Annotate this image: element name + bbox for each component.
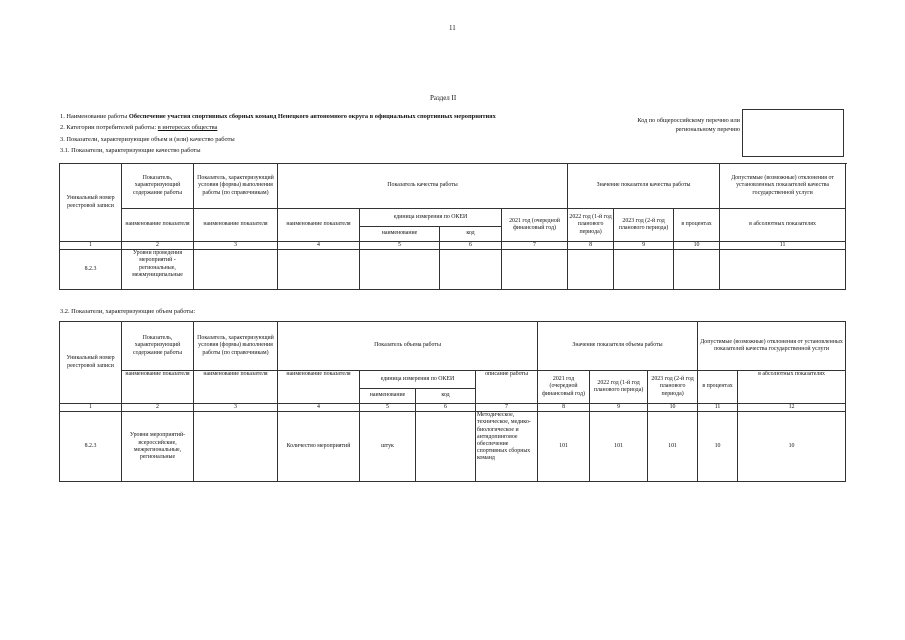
t1-h-unit: единица измерения по ОКЕИ: [360, 209, 502, 227]
t1-cell: [440, 250, 502, 290]
work-name-label: 1. Наименование работы: [60, 113, 128, 120]
t1-num: 7: [502, 242, 568, 250]
t1-cell: [194, 250, 278, 290]
t2-num: 10: [648, 404, 698, 412]
t2-row-content: Уровни мероприятий-всероссийские, межрегиональные, региональные: [122, 412, 194, 482]
t2-row-absolute: 10: [738, 412, 846, 482]
t1-cell: [720, 250, 846, 290]
t1-h-quality: Показатель качества работы: [278, 164, 568, 209]
t2-num: 7: [476, 404, 538, 412]
t2-h-2022: 2022 год (1-й год планового периода): [590, 371, 648, 404]
t1-num: 8: [568, 242, 614, 250]
t1-cell: [360, 250, 440, 290]
t1-row-code: 8.2.3: [60, 250, 122, 290]
t1-h-2022: 2022 год (1-й год планового периода): [568, 209, 614, 242]
t2-row-indicator: Количество мероприятий: [278, 412, 360, 482]
t2-h-naim3: наименование показателя: [278, 371, 360, 404]
t1-num: 3: [194, 242, 278, 250]
t1-cell: [278, 250, 360, 290]
t1-h-naim2: наименование показателя: [194, 209, 278, 242]
t2-h-unit-code: код: [416, 389, 476, 404]
t2-num: 6: [416, 404, 476, 412]
t2-row-unit: штук: [360, 412, 416, 482]
t2-row-2022: 101: [590, 412, 648, 482]
t1-num: 1: [60, 242, 122, 250]
t2-h-values: Значение показателя объема работы: [538, 322, 698, 371]
t1-row-content: Уровни проведения мероприятий - региональные, межмуниципальные: [122, 250, 194, 290]
t2-num: 3: [194, 404, 278, 412]
consumers-value: в интересах общества: [157, 124, 218, 131]
consumers-label: 2. Категории потребителей работы: [60, 124, 155, 131]
indicators-line: 3. Показатели, характеризующие объем и (или) качество работы: [60, 136, 235, 143]
t2-num: 4: [278, 404, 360, 412]
t2-num: 8: [538, 404, 590, 412]
t1-h-unit-code: код: [440, 227, 502, 242]
t2-num: 1: [60, 404, 122, 412]
t2-row-2023: 101: [648, 412, 698, 482]
t1-h-unit-name: наименование: [360, 227, 440, 242]
t2-h-unit-name: наименование: [360, 389, 416, 404]
volume-table: [59, 321, 846, 482]
t1-h-naim1: наименование показателя: [122, 209, 194, 242]
t1-h-unique: Уникальный номер реестровой записи: [60, 164, 122, 242]
t1-cell: [502, 250, 568, 290]
t1-h-percent: в процентах: [674, 209, 720, 242]
t1-cell: [568, 250, 614, 290]
t2-h-naim2: наименование показателя: [194, 371, 278, 404]
t2-cell: [416, 412, 476, 482]
t1-h-2023: 2023 год (2-й год планового периода): [614, 209, 674, 242]
t2-row-desc: Методическое, техническое, медико-биологическое и антидопинговое обеспечение спортивных сборных команд: [476, 412, 538, 482]
t1-num: 11: [720, 242, 846, 250]
t2-row-code: 8.2.3: [60, 412, 122, 482]
t2-num: 9: [590, 404, 648, 412]
t1-h-values: Значение показателя качества работы: [568, 164, 720, 209]
t1-h-content: Показатель, характеризующий содержание работы: [122, 164, 194, 209]
quality-indicators-line: 3.1. Показатели, характеризующие качество работы: [60, 147, 201, 154]
t2-row-2021: 101: [538, 412, 590, 482]
t2-num: 11: [698, 404, 738, 412]
consumers-line: 2. Категории потребителей работы: в интересах общества: [60, 124, 218, 131]
code-label: Код по общероссийскому перечню или региональному перечню: [637, 117, 740, 133]
t2-num: 5: [360, 404, 416, 412]
work-name-value: Обеспечение участия спортивных сборных команд Ненецкого автономного округа в официальных спортивных мероприятиях: [128, 113, 496, 120]
quality-table: [59, 163, 846, 290]
t1-cell: [614, 250, 674, 290]
t2-h-desc: описание работы: [476, 371, 538, 404]
work-name-line: [60, 113, 496, 120]
t1-h-condition: Показатель, характеризующий условия (формы) выполнения работы (по справочникам): [194, 164, 278, 209]
t1-num: 4: [278, 242, 360, 250]
t1-h-2021: 2021 год (очередной финансовый год): [502, 209, 568, 242]
t2-num: 2: [122, 404, 194, 412]
t2-h-volume: Показатель объема работы: [278, 322, 538, 371]
t2-h-unique: Уникальный номер реестровой записи: [60, 322, 122, 404]
t1-num: 10: [674, 242, 720, 250]
t1-h-absolute: в абсолютных показателях: [720, 209, 846, 242]
t1-h-deviation: Допустимые (возможные) отклонения от установленных показателей качества государственной услуги: [720, 164, 846, 209]
page-number: 11: [449, 24, 456, 32]
t2-h-2023: 2023 год (2-й год планового периода): [648, 371, 698, 404]
t2-h-2021: 2021 год (очередной финансовый год): [538, 371, 590, 404]
section-title: Раздел II: [430, 94, 457, 102]
volume-indicators-line: 3.2. Показатели, характеризующие объем работы:: [60, 308, 196, 315]
t1-num: 5: [360, 242, 440, 250]
t1-num: 6: [440, 242, 502, 250]
t1-h-naim3: наименование показателя: [278, 209, 360, 242]
t2-h-content: Показатель, характеризующий содержание работы: [122, 322, 194, 371]
t2-row-percent: 10: [698, 412, 738, 482]
t2-cell: [194, 412, 278, 482]
t2-h-deviation: Допустимые (возможные) отклонения от установленных показателей качества государственной услуги: [698, 322, 846, 371]
t2-h-unit: единица измерения по ОКЕИ: [360, 371, 476, 389]
t2-h-percent: в процентах: [698, 371, 738, 404]
t2-num: 12: [738, 404, 846, 412]
t2-h-absolute: в абсолютных показателях: [738, 371, 846, 404]
code-box: [742, 109, 844, 157]
t2-h-naim1: наименование показателя: [122, 371, 194, 404]
t1-cell: [674, 250, 720, 290]
t2-h-condition: Показатель, характеризующий условия (формы) выполнения работы (по справочникам): [194, 322, 278, 371]
t1-num: 9: [614, 242, 674, 250]
t1-num: 2: [122, 242, 194, 250]
